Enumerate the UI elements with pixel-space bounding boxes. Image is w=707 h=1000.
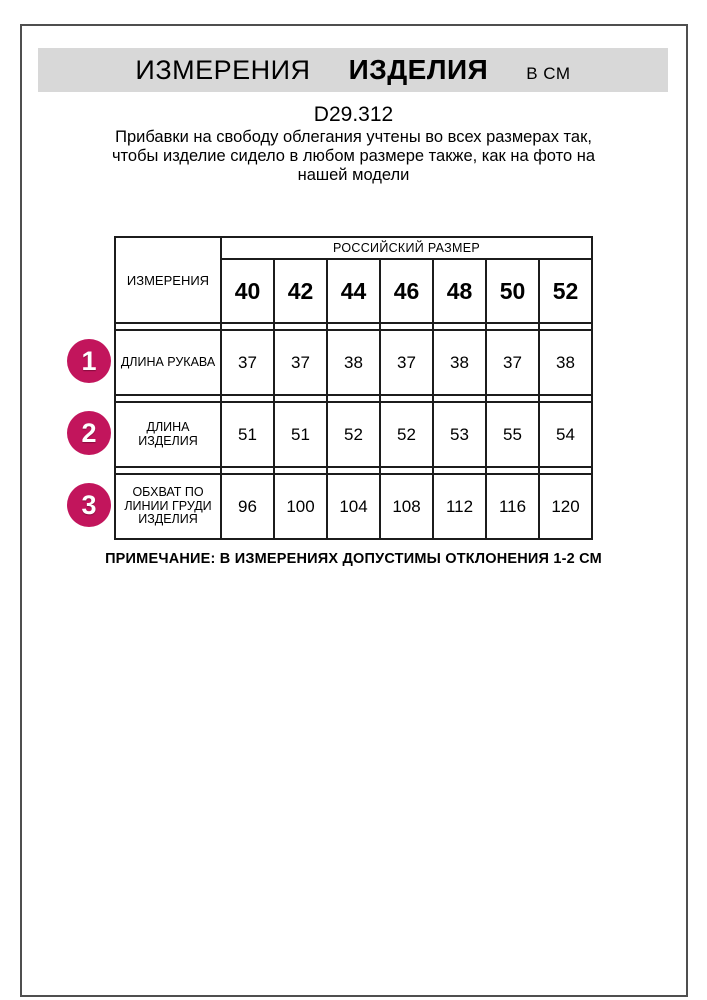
- measurement-value-cell: 38: [327, 330, 380, 395]
- size-table: [114, 236, 593, 540]
- title-product: ИЗДЕЛИЯ: [348, 54, 489, 85]
- spacer-cell: [274, 395, 327, 402]
- measurement-value-cell: 120: [539, 474, 592, 539]
- title-bar: [38, 48, 668, 92]
- size-header-cell: 42: [274, 259, 327, 323]
- spacer-cell: [327, 467, 380, 474]
- measurement-value-cell: 51: [221, 402, 274, 467]
- spacer-cell: [327, 395, 380, 402]
- measurement-value-cell: 37: [274, 330, 327, 395]
- spacer-cell: [380, 467, 433, 474]
- measurement-value-cell: 38: [539, 330, 592, 395]
- measurement-value-cell: 53: [433, 402, 486, 467]
- spacer-cell: [539, 467, 592, 474]
- measurement-value-cell: 52: [327, 402, 380, 467]
- measurement-value-cell: 116: [486, 474, 539, 539]
- size-header-cell: 50: [486, 259, 539, 323]
- table-row: [115, 474, 592, 539]
- spacer-cell: [274, 323, 327, 330]
- title-measurements: ИЗМЕРЕНИЯ: [135, 55, 311, 85]
- spacer-cell: [433, 395, 486, 402]
- measurement-value-cell: 96: [221, 474, 274, 539]
- note-text: ПРИМЕЧАНИЕ: В ИЗМЕРЕНИЯХ ДОПУСТИМЫ ОТКЛОНЕНИЯ 1-2 СМ: [105, 551, 602, 567]
- measurement-label-cell: ОБХВАТ ПО ЛИНИИ ГРУДИ ИЗДЕЛИЯ: [115, 474, 221, 539]
- measurement-value-cell: 37: [221, 330, 274, 395]
- spacer-cell: [115, 467, 221, 474]
- size-header-cell: 52: [539, 259, 592, 323]
- table-group-header: РОССИЙСКИЙ РАЗМЕР: [221, 237, 592, 259]
- measurement-value-cell: 55: [486, 402, 539, 467]
- spacer-cell: [539, 323, 592, 330]
- size-header-cell: 44: [327, 259, 380, 323]
- title-unit: В СМ: [526, 64, 571, 83]
- spacer-cell: [221, 467, 274, 474]
- spacer-cell: [221, 395, 274, 402]
- row-marker-2: 2: [67, 411, 111, 455]
- measurement-value-cell: 38: [433, 330, 486, 395]
- row-marker-3: 3: [67, 483, 111, 527]
- spacer-cell: [380, 395, 433, 402]
- spacer-cell: [115, 323, 221, 330]
- spacer-cell: [274, 467, 327, 474]
- table-row: [115, 330, 592, 395]
- measurement-label-cell: ДЛИНА ИЗДЕЛИЯ: [115, 402, 221, 467]
- spacer-cell: [433, 467, 486, 474]
- product-code: D29.312: [313, 103, 394, 126]
- measurement-value-cell: 52: [380, 402, 433, 467]
- measurement-label-cell: ДЛИНА РУКАВА: [115, 330, 221, 395]
- measurement-value-cell: 51: [274, 402, 327, 467]
- spacer-cell: [380, 323, 433, 330]
- spacer-cell: [486, 467, 539, 474]
- row-marker-1: 1: [67, 339, 111, 383]
- spacer-cell: [433, 323, 486, 330]
- spacer-row: [115, 467, 592, 474]
- fit-description-line: нашей модели: [297, 166, 410, 184]
- fit-description-line: чтобы изделие сидело в любом размере также, как на фото на: [111, 147, 596, 165]
- spacer-cell: [539, 395, 592, 402]
- spacer-cell: [486, 395, 539, 402]
- measurement-value-cell: 112: [433, 474, 486, 539]
- spacer-cell: [115, 395, 221, 402]
- measurement-value-cell: 100: [274, 474, 327, 539]
- measurement-value-cell: 54: [539, 402, 592, 467]
- spacer-row: [115, 323, 592, 330]
- size-header-cell: 40: [221, 259, 274, 323]
- size-header-cell: 46: [380, 259, 433, 323]
- measurement-value-cell: 104: [327, 474, 380, 539]
- table-row: [115, 402, 592, 467]
- size-header-cell: 48: [433, 259, 486, 323]
- spacer-cell: [221, 323, 274, 330]
- fit-description-line: Прибавки на свободу облегания учтены во всех размерах так,: [115, 128, 592, 146]
- measurement-value-cell: 37: [380, 330, 433, 395]
- fit-description: [0, 128, 707, 185]
- spacer-cell: [327, 323, 380, 330]
- measurement-value-cell: 37: [486, 330, 539, 395]
- spacer-row: [115, 395, 592, 402]
- table-corner-header: ИЗМЕРЕНИЯ: [115, 237, 221, 323]
- spacer-cell: [486, 323, 539, 330]
- measurement-value-cell: 108: [380, 474, 433, 539]
